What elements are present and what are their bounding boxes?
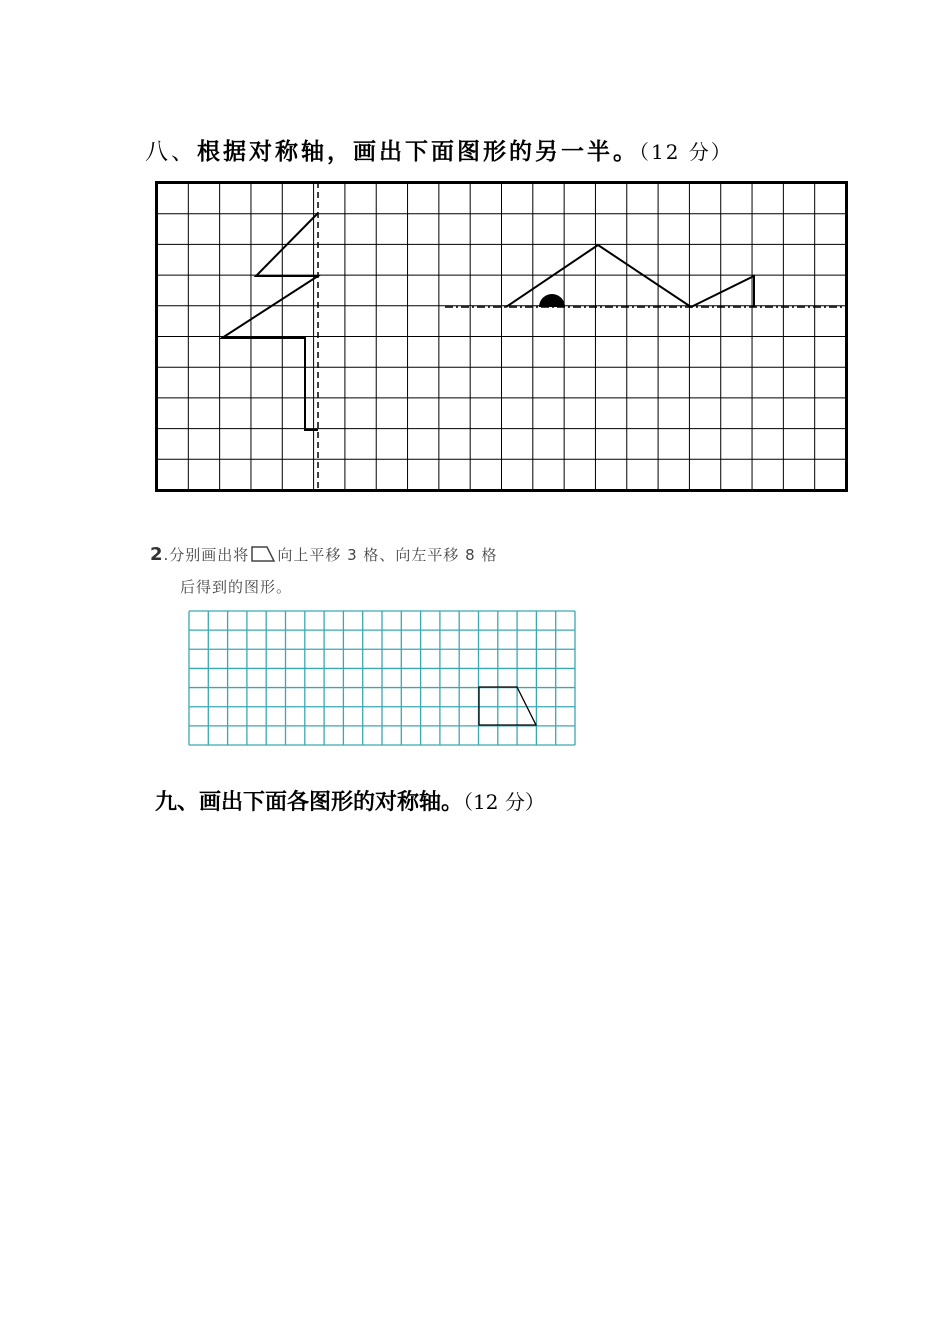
section-8-title: 根据对称轴，画出下面图形的另一半。 — [197, 139, 639, 165]
trapezoid-shape — [479, 687, 536, 725]
question-2-text-after: 向上平移 3 格、向左平移 8 格 — [277, 546, 498, 564]
section-9-title: 九、画出下面各图形的对称轴。 — [155, 790, 464, 815]
question-2-line-2: 后得到的图形。 — [180, 578, 293, 596]
section-8-points: （12 分） — [639, 140, 733, 164]
section-9-heading — [155, 785, 545, 816]
section-8-number: 八、 — [145, 139, 197, 165]
question-2-text-before: .分别画出将 — [163, 546, 250, 564]
question-2-number: 2 — [150, 544, 164, 565]
section-9-points: （12 分） — [463, 790, 545, 814]
